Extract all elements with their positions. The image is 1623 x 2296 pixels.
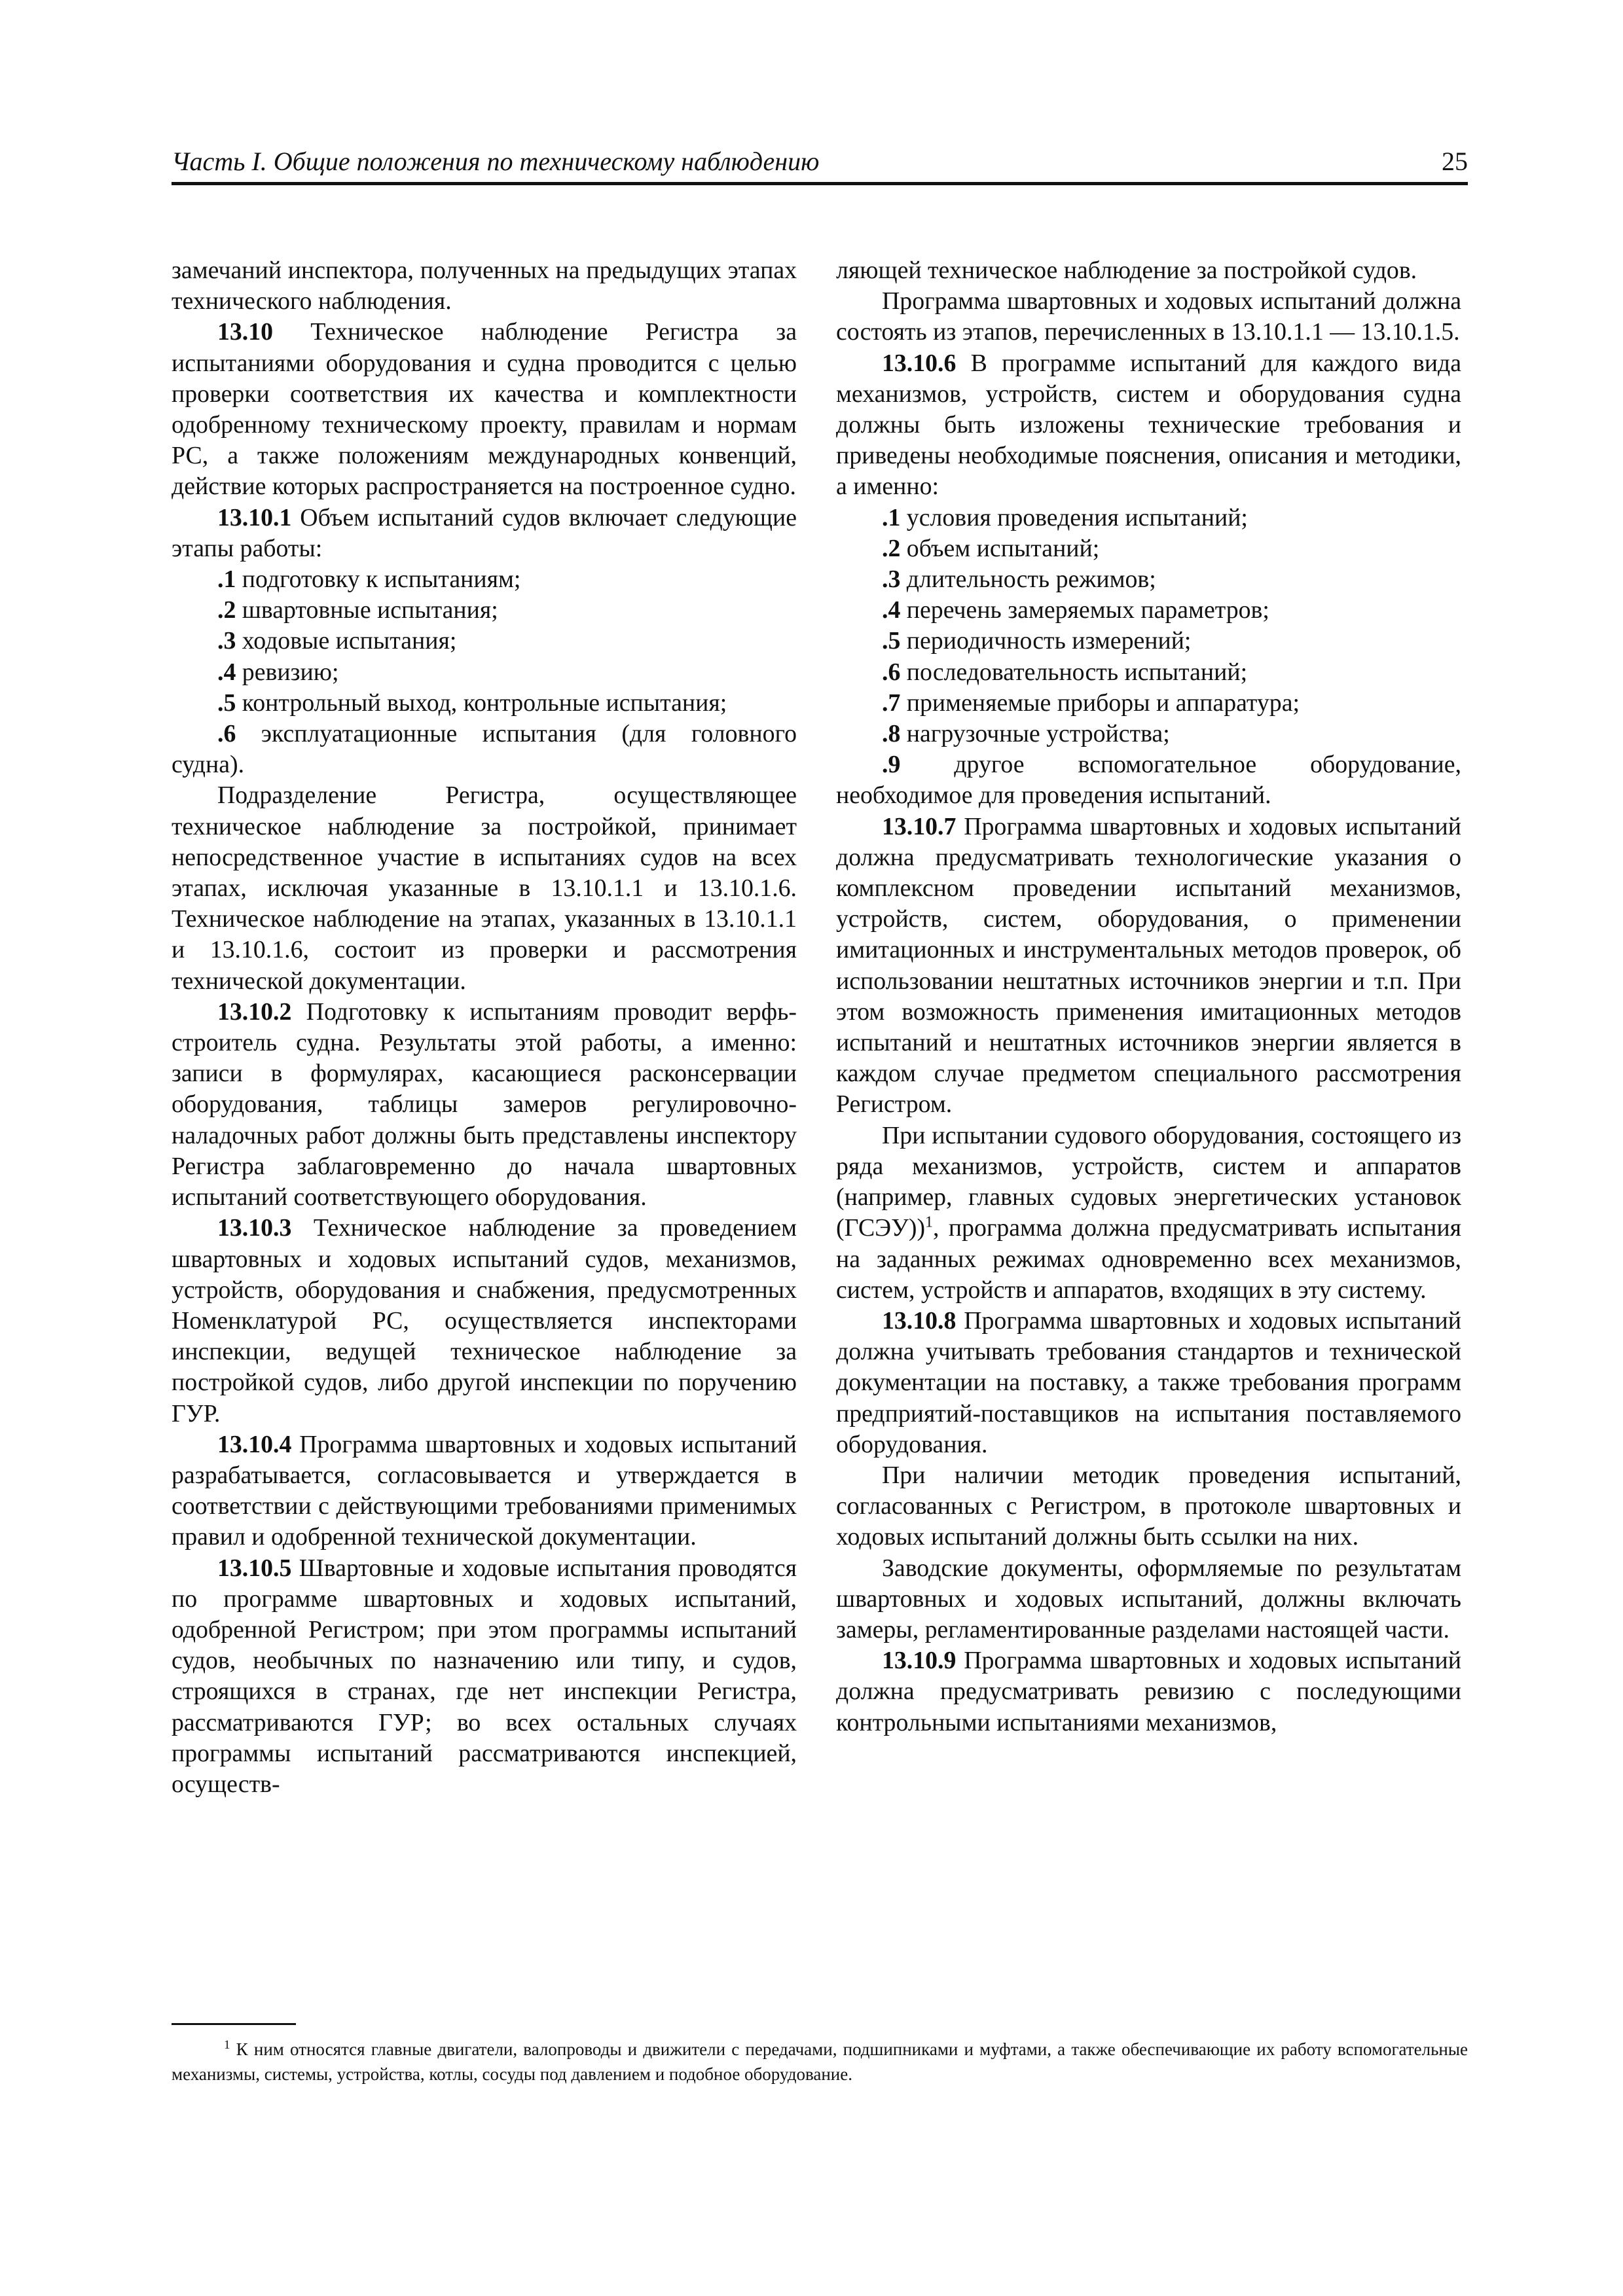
- list-item: [172, 688, 797, 719]
- section-number: 13.10.2: [217, 997, 292, 1026]
- section-13-10-2: [172, 997, 797, 1213]
- list-item: [836, 719, 1461, 749]
- list-item: [836, 595, 1461, 626]
- item-text: швартовные испытания;: [236, 596, 498, 624]
- item-text: перечень замеряемых параметров;: [900, 596, 1269, 624]
- section-number: 13.10.3: [217, 1214, 292, 1242]
- list-item: [836, 749, 1461, 811]
- footnote-marker: 1: [224, 2038, 230, 2052]
- item-number: .3: [882, 565, 901, 594]
- item-number: .5: [217, 689, 236, 717]
- list-item: [836, 564, 1461, 595]
- list-item: [172, 719, 797, 780]
- item-number: .4: [882, 596, 901, 624]
- item-text: эксплуатационные испытания (для головного судна).: [172, 720, 797, 779]
- item-text: периодичность измерений;: [900, 627, 1192, 655]
- item-number: .2: [882, 534, 901, 562]
- item-text: применяемые приборы и аппаратура;: [900, 689, 1300, 717]
- footnote-text: К ним относятся главные двигатели, валопроводы и движители с передачами, подшипниками и муфтами, а также обеспечивающие их работу вспомогательные механизмы, системы, устройства, котлы, сосуды под давлением и подобное оборудование.: [172, 2039, 1468, 2084]
- paragraph-text: При испытании судового оборудования, состоящего из ряда механизмов, устройств, систем и аппаратов (например, главных судовых энергетических установок (ГСЭУ)): [836, 1121, 1461, 1242]
- list-item: [172, 595, 797, 626]
- paragraph: замечаний инспектора, полученных на предыдущих этапах технического наблюдения.: [172, 257, 797, 315]
- item-text: подготовку к испытаниям;: [236, 565, 521, 594]
- section-13-10-4: [172, 1429, 797, 1553]
- item-number: .2: [217, 596, 236, 624]
- item-number: .8: [882, 720, 901, 748]
- section-number: 13.10.4: [217, 1430, 292, 1458]
- item-number: .4: [217, 658, 236, 686]
- right-column: [836, 255, 1461, 1738]
- page-number: 25: [1442, 147, 1468, 176]
- left-column: [172, 255, 797, 1800]
- paragraph: [836, 1121, 1461, 1306]
- section-text: Программа швартовных и ходовых испытаний должна предусматривать технологические указания о комплексном проведении испытаний механизмов, устройств, систем, оборудования, о применении имитационных и инструментальных методов проверок, об использовании нештатных источников энергии и т.п. При этом возможность применения имитационных методов испытаний и нештатных источников энергии является в каждом случае предметом специального рассмотрения Регистром.: [836, 812, 1461, 1119]
- section-13-10-5: [172, 1553, 797, 1801]
- section-text: Программа швартовных и ходовых испытаний разрабатывается, согласовывается и утверждается в соответствии с действующими требованиями применимых правил и одобренной технической документации.: [172, 1430, 797, 1551]
- item-number: .9: [882, 751, 901, 779]
- paragraph-text: , программа должна предусматривать испытания на заданных режимах одновременно всех механизмов, систем, устройств и аппаратов, входящих в эту систему.: [836, 1214, 1461, 1304]
- section-text: Объем испытаний судов включает следующие этапы работы:: [172, 503, 797, 562]
- section-number: 13.10.8: [882, 1306, 957, 1335]
- section-number: 13.10.7: [882, 812, 957, 840]
- section-13-10-6: [836, 348, 1461, 503]
- list-item: [836, 688, 1461, 719]
- item-text: последовательность испытаний;: [900, 658, 1248, 686]
- header-title: Часть I. Общие положения по техническому наблюдению: [172, 147, 820, 176]
- paragraph: При наличии методик проведения испытаний, согласованных с Регистром, в протоколе швартовных и ходовых испытаний должны быть ссылки на них.: [836, 1461, 1461, 1551]
- item-number: .1: [882, 503, 901, 531]
- section-number: 13.10.1: [217, 503, 292, 531]
- paragraph: Подразделение Регистра, осуществляющее техническое наблюдение за постройкой, принимает непосредственное участие в испытаниях судов на всех этапах, исключая указанные в 13.10.1.1 и 13.10.1.6. Техническое наблюдение на этапах, указанных в 13.10.1.1 и 13.10.1.6, состоит из проверки и рассмотрения технической документации.: [172, 781, 797, 995]
- item-number: .1: [217, 565, 236, 594]
- item-number: .5: [882, 627, 901, 655]
- item-text: условия проведения испытаний;: [900, 503, 1248, 531]
- list-item: [172, 657, 797, 688]
- section-13-10: [172, 317, 797, 502]
- item-text: объем испытаний;: [900, 534, 1100, 562]
- footnote-divider: [172, 2023, 296, 2025]
- list-item: [172, 564, 797, 595]
- section-number: 13.10.5: [217, 1554, 292, 1582]
- section-text: Программа швартовных и ходовых испытаний должна учитывать требования стандартов и технической документации на поставку, а также требования программ предприятий-поставщиков на испытания поставляемого оборудования.: [836, 1306, 1461, 1458]
- item-text: нагрузочные устройства;: [900, 720, 1170, 748]
- item-text: длительность режимов;: [900, 565, 1156, 594]
- section-13-10-9: [836, 1645, 1461, 1738]
- section-text: Техническое наблюдение Регистра за испытаниями оборудования и судна проводится с целью проверки соответствия их качества и комплектности одобренному техническому проекту, правилам и нормам РС, а также положениям международных конвенций, действие которых распространяется на построенное судно.: [172, 318, 797, 501]
- section-13-10-3: [172, 1213, 797, 1429]
- item-text: ревизию;: [236, 658, 339, 686]
- item-number: .6: [217, 720, 236, 748]
- section-text: Программа швартовных и ходовых испытаний должна предусматривать ревизию с последующими контрольными испытаниями механизмов,: [836, 1647, 1461, 1736]
- footnote-reference[interactable]: 1: [925, 1213, 934, 1231]
- section-number: 13.10: [217, 318, 274, 346]
- section-13-10-7: [836, 812, 1461, 1121]
- item-text: ходовые испытания;: [236, 627, 457, 655]
- list-item: [836, 503, 1461, 533]
- paragraph: ляющей техническое наблюдение за постройкой судов.: [836, 257, 1417, 284]
- section-13-10-8: [836, 1306, 1461, 1460]
- list-item: [172, 626, 797, 656]
- footnote: [172, 2037, 1468, 2087]
- paragraph: Программа швартовных и ходовых испытаний должна состоять из этапов, перечисленных в 13.10.1.1 — 13.10.1.5.: [836, 287, 1461, 346]
- section-text: Подготовку к испытаниям проводит верфь-строитель судна. Результаты этой работы, а именно: записи в формулярах, касающиеся расконсервации оборудования, таблицы замеров регулировочно-наладочных работ должны быть представлены инспектору Регистра заблаговременно до начала швартовных испытаний соответствующего оборудования.: [172, 997, 797, 1211]
- footnote-paragraph: [172, 2037, 1468, 2087]
- section-number: 13.10.6: [882, 349, 957, 377]
- section-text: Швартовные и ходовые испытания проводятся по программе швартовных и ходовых испытаний, одобренной Регистром; при этом программы испытаний судов, необычных по назначению или типу, и судов, строящихся в странах, где нет инспекции Регистра, рассматриваются ГУР; во всех остальных случаях программы испытаний рассматриваются инспекцией, осуществ-: [172, 1554, 797, 1798]
- paragraph: Заводские документы, оформляемые по результатам швартовных и ходовых испытаний, должны включать замеры, регламентированные разделами настоящей части.: [836, 1554, 1461, 1643]
- section-13-10-1: [172, 503, 797, 564]
- running-header: [172, 143, 1468, 185]
- item-number: .3: [217, 627, 236, 655]
- list-item: [836, 657, 1461, 688]
- list-item: [836, 533, 1461, 564]
- item-number: .7: [882, 689, 901, 717]
- item-number: .6: [882, 658, 901, 686]
- list-item: [836, 626, 1461, 656]
- section-number: 13.10.9: [882, 1647, 957, 1675]
- item-text: контрольный выход, контрольные испытания;: [236, 689, 727, 717]
- section-text: Техническое наблюдение за проведением швартовных и ходовых испытаний судов, механизмов, устройств, оборудования и снабжения, предусмотренных Номенклатурой РС, осуществляется инспекторами инспекции, ведущей техническое наблюдение за постройкой судов, либо другой инспекции по поручению ГУР.: [172, 1214, 797, 1427]
- section-text: В программе испытаний для каждого вида механизмов, устройств, систем и оборудования судна должны быть изложены технические требования и приведены необходимые пояснения, описания и методики, а именно:: [836, 349, 1461, 501]
- item-text: другое вспомогательное оборудование, необходимое для проведения испытаний.: [836, 751, 1461, 810]
